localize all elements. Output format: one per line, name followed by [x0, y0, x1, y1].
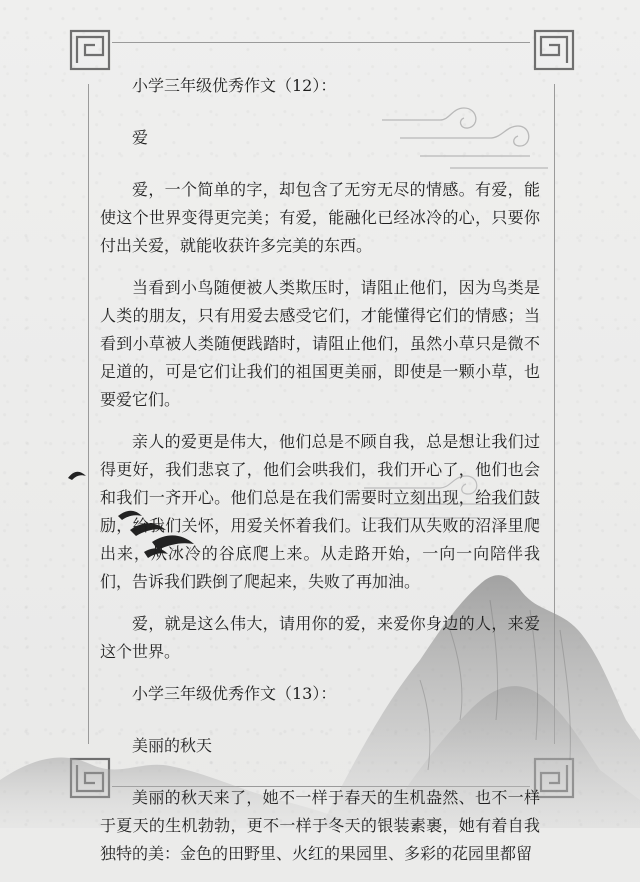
essay-13-title: 美丽的秋天: [132, 736, 213, 755]
corner-ornament-icon: [68, 28, 112, 72]
frame-left-line: [88, 84, 89, 744]
essay-12-header: 小学三年级优秀作文（12）：: [132, 76, 337, 95]
corner-ornament-icon: [532, 28, 576, 72]
essay-13-paragraph-1: 美丽的秋天来了，她不一样于春天的生机盎然、也不一样于夏天的生机勃勃，更不一样于冬天的银装素裹，她有着自我独特的美：金色的田野里、火红的果园里、多彩的花园里都留: [100, 788, 540, 863]
essay-12-title: 爱: [132, 128, 149, 147]
essay-13-header: 小学三年级优秀作文（13）：: [132, 684, 337, 703]
essay-12-paragraph-3: 亲人的爱更是伟大，他们总是不顾自我，总是想让我们过得更好，我们悲哀了，他们会哄我们，我们开心了，他们也会和我们一齐开心。他们总是在我们需要时立刻出现，给我们鼓励，给我们关怀，用爱关怀着我们。让我们从失败的沼泽里爬出来，从冰冷的谷底爬上来。从走路开始，一向一向陪伴我们，告诉我们跌倒了爬起来，失败了再加油。: [100, 432, 540, 591]
essay-12-paragraph-4: 爱，就是这么伟大，请用你的爱，来爱你身边的人，来爱这个世界。: [100, 614, 540, 661]
article-content: [100, 72, 540, 882]
essay-12-paragraph-2: 当看到小鸟随便被人类欺压时，请阻止他们，因为鸟类是人类的朋友，只有用爱去感受它们，才能懂得它们的情感；当看到小草被人类随便践踏时，请阻止他们，虽然小草只是微不足道的，可是它们让我们的祖国更美丽，即使是一颗小草，也要爱它们。: [100, 278, 540, 409]
frame-top-line: [112, 42, 530, 43]
essay-12-paragraph-1: 爱，一个简单的字，却包含了无穷无尽的情感。有爱，能使这个世界变得更完美；有爱，能融化已经冰冷的心，只要你付出关爱，就能收获许多完美的东西。: [100, 180, 540, 255]
